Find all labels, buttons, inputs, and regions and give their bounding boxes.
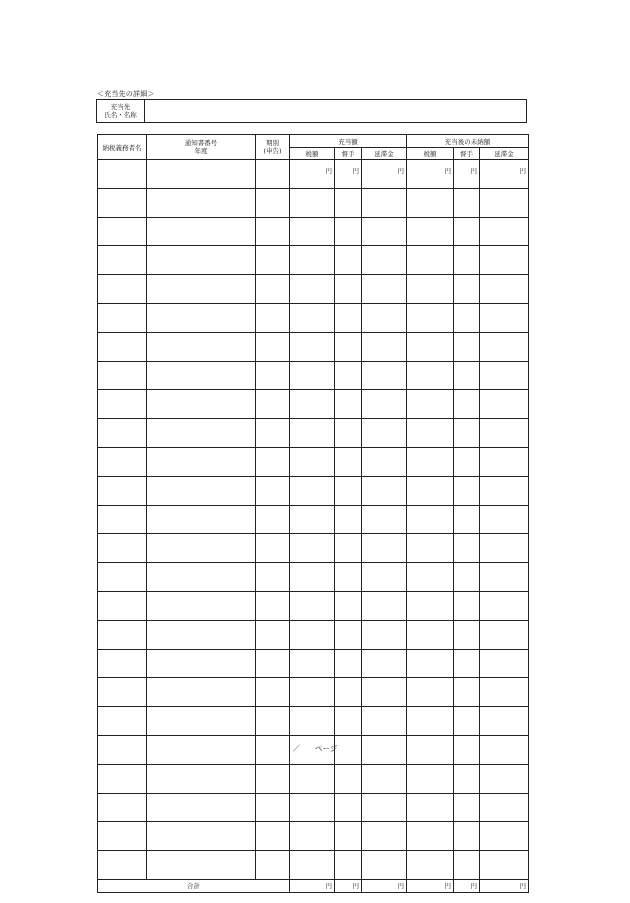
cell-unpaid-fee[interactable]: 円	[454, 160, 480, 189]
cell-unpaid-tax[interactable]	[407, 188, 454, 217]
cell-applied-late[interactable]	[362, 332, 407, 361]
cell-notice-number[interactable]	[147, 246, 256, 275]
cell-unpaid-late[interactable]	[480, 649, 529, 678]
cell-taxpayer[interactable]	[98, 707, 147, 736]
table-row	[98, 534, 529, 563]
cell-period[interactable]	[256, 476, 290, 505]
cell-applied-tax[interactable]	[290, 447, 335, 476]
table-row	[98, 303, 529, 332]
cell-period[interactable]	[256, 707, 290, 736]
header-notice-line1: 通知書番号	[184, 139, 218, 147]
cell-applied-fee[interactable]	[335, 476, 362, 505]
target-label-line1: 充当先	[110, 103, 131, 111]
table-row	[98, 246, 529, 275]
cell-notice-number[interactable]	[147, 188, 256, 217]
cell-applied-tax[interactable]	[290, 390, 335, 419]
cell-applied-fee[interactable]	[335, 390, 362, 419]
cell-applied-fee[interactable]	[335, 620, 362, 649]
cell-applied-fee[interactable]	[335, 707, 362, 736]
cell-applied-fee[interactable]	[335, 217, 362, 246]
cell-applied-late[interactable]	[362, 361, 407, 390]
cell-taxpayer[interactable]	[98, 764, 147, 793]
cell-period[interactable]	[256, 275, 290, 304]
table-body	[98, 160, 529, 880]
cell-taxpayer[interactable]	[98, 275, 147, 304]
cell-taxpayer[interactable]	[98, 563, 147, 592]
cell-unpaid-fee[interactable]	[454, 419, 480, 448]
cell-applied-fee[interactable]	[335, 332, 362, 361]
cell-applied-tax[interactable]	[290, 217, 335, 246]
target-value-field[interactable]	[145, 100, 526, 122]
cell-applied-late[interactable]	[362, 447, 407, 476]
cell-notice-number[interactable]	[147, 591, 256, 620]
table-row	[98, 563, 529, 592]
cell-unpaid-late[interactable]	[480, 447, 529, 476]
cell-applied-late[interactable]	[362, 591, 407, 620]
cell-unpaid-fee[interactable]	[454, 534, 480, 563]
cell-notice-number[interactable]	[147, 505, 256, 534]
cell-unpaid-late[interactable]	[480, 851, 529, 880]
cell-taxpayer[interactable]	[98, 822, 147, 851]
cell-unpaid-late[interactable]	[480, 188, 529, 217]
cell-taxpayer[interactable]	[98, 476, 147, 505]
header-applied-tax: 税額	[290, 148, 335, 160]
cell-applied-fee[interactable]	[335, 419, 362, 448]
cell-applied-tax[interactable]	[290, 591, 335, 620]
cell-unpaid-fee[interactable]	[454, 303, 480, 332]
cell-unpaid-tax[interactable]	[407, 447, 454, 476]
header-applied-amount: 充当額	[290, 135, 407, 148]
cell-unpaid-fee[interactable]	[454, 591, 480, 620]
cell-applied-tax[interactable]	[290, 793, 335, 822]
header-taxpayer: 納税義務者名	[98, 135, 147, 160]
cell-taxpayer[interactable]	[98, 851, 147, 880]
cell-unpaid-fee[interactable]	[454, 649, 480, 678]
table-row	[98, 160, 529, 189]
cell-unpaid-tax[interactable]	[407, 649, 454, 678]
cell-applied-late[interactable]: 円	[362, 160, 407, 189]
cell-applied-fee[interactable]	[335, 591, 362, 620]
cell-unpaid-tax[interactable]	[407, 332, 454, 361]
cell-unpaid-tax[interactable]	[407, 303, 454, 332]
section-title: ＜充当先の詳細＞	[97, 90, 155, 98]
cell-unpaid-fee[interactable]	[454, 563, 480, 592]
cell-period[interactable]	[256, 764, 290, 793]
cell-applied-tax[interactable]	[290, 822, 335, 851]
cell-applied-late[interactable]	[362, 188, 407, 217]
cell-applied-late[interactable]	[362, 419, 407, 448]
cell-unpaid-tax[interactable]	[407, 822, 454, 851]
cell-taxpayer[interactable]	[98, 390, 147, 419]
cell-notice-number[interactable]	[147, 678, 256, 707]
cell-unpaid-tax[interactable]	[407, 361, 454, 390]
cell-applied-tax[interactable]	[290, 649, 335, 678]
cell-unpaid-late[interactable]	[480, 707, 529, 736]
cell-unpaid-fee[interactable]	[454, 793, 480, 822]
cell-applied-late[interactable]	[362, 505, 407, 534]
cell-applied-fee[interactable]	[335, 505, 362, 534]
cell-taxpayer[interactable]	[98, 447, 147, 476]
cell-notice-number[interactable]	[147, 361, 256, 390]
cell-period[interactable]	[256, 217, 290, 246]
cell-period[interactable]	[256, 649, 290, 678]
cell-unpaid-late[interactable]	[480, 303, 529, 332]
cell-taxpayer[interactable]	[98, 188, 147, 217]
cell-notice-number[interactable]	[147, 707, 256, 736]
cell-unpaid-late[interactable]	[480, 620, 529, 649]
cell-applied-fee[interactable]	[335, 851, 362, 880]
cell-unpaid-late[interactable]	[480, 764, 529, 793]
header-applied-fee: 督手	[335, 148, 362, 160]
table-row	[98, 390, 529, 419]
cell-unpaid-tax[interactable]	[407, 764, 454, 793]
cell-unpaid-late[interactable]	[480, 534, 529, 563]
cell-applied-fee[interactable]: 円	[335, 160, 362, 189]
table-row	[98, 505, 529, 534]
cell-applied-fee[interactable]	[335, 764, 362, 793]
cell-notice-number[interactable]	[147, 160, 256, 189]
cell-period[interactable]	[256, 361, 290, 390]
cell-unpaid-tax[interactable]	[407, 505, 454, 534]
table-row	[98, 476, 529, 505]
cell-applied-fee[interactable]	[335, 275, 362, 304]
cell-unpaid-fee[interactable]	[454, 505, 480, 534]
cell-notice-number[interactable]	[147, 563, 256, 592]
cell-unpaid-fee[interactable]	[454, 447, 480, 476]
cell-applied-tax[interactable]	[290, 361, 335, 390]
total-applied-tax[interactable]: 円	[290, 879, 335, 892]
cell-applied-late[interactable]	[362, 851, 407, 880]
header-unpaid-late: 延滞金	[480, 148, 529, 160]
cell-unpaid-late[interactable]: 円	[480, 160, 529, 189]
cell-notice-number[interactable]	[147, 419, 256, 448]
cell-period[interactable]	[256, 678, 290, 707]
target-box	[96, 99, 527, 123]
cell-taxpayer[interactable]	[98, 419, 147, 448]
cell-taxpayer[interactable]	[98, 620, 147, 649]
cell-notice-number[interactable]	[147, 822, 256, 851]
cell-notice-number[interactable]	[147, 332, 256, 361]
total-unpaid-tax[interactable]: 円	[407, 879, 454, 892]
cell-period[interactable]	[256, 793, 290, 822]
target-label-line2: 氏名・名称	[104, 111, 137, 119]
cell-applied-tax[interactable]	[290, 332, 335, 361]
cell-period[interactable]	[256, 390, 290, 419]
cell-unpaid-late[interactable]	[480, 822, 529, 851]
table-row	[98, 764, 529, 793]
cell-applied-late[interactable]	[362, 390, 407, 419]
cell-applied-tax[interactable]	[290, 419, 335, 448]
detail-table	[97, 134, 529, 893]
cell-unpaid-fee[interactable]	[454, 246, 480, 275]
cell-unpaid-late[interactable]	[480, 591, 529, 620]
cell-applied-tax[interactable]	[290, 764, 335, 793]
cell-unpaid-late[interactable]	[480, 793, 529, 822]
table-row	[98, 332, 529, 361]
cell-unpaid-fee[interactable]	[454, 390, 480, 419]
cell-taxpayer[interactable]	[98, 591, 147, 620]
cell-taxpayer[interactable]	[98, 649, 147, 678]
cell-unpaid-tax[interactable]	[407, 793, 454, 822]
cell-applied-late[interactable]	[362, 678, 407, 707]
cell-applied-tax[interactable]	[290, 534, 335, 563]
cell-taxpayer[interactable]	[98, 303, 147, 332]
cell-applied-fee[interactable]	[335, 246, 362, 275]
cell-unpaid-tax[interactable]	[407, 563, 454, 592]
cell-notice-number[interactable]	[147, 303, 256, 332]
cell-unpaid-fee[interactable]	[454, 707, 480, 736]
table-row	[98, 649, 529, 678]
cell-unpaid-tax[interactable]	[407, 534, 454, 563]
cell-unpaid-late[interactable]	[480, 361, 529, 390]
total-applied-fee[interactable]: 円	[335, 879, 362, 892]
cell-notice-number[interactable]	[147, 620, 256, 649]
cell-notice-number[interactable]	[147, 476, 256, 505]
cell-applied-fee[interactable]	[335, 563, 362, 592]
cell-taxpayer[interactable]	[98, 160, 147, 189]
cell-applied-fee[interactable]	[335, 649, 362, 678]
cell-period[interactable]	[256, 188, 290, 217]
cell-applied-late[interactable]	[362, 246, 407, 275]
table-row	[98, 591, 529, 620]
cell-unpaid-late[interactable]	[480, 476, 529, 505]
cell-unpaid-tax[interactable]	[407, 246, 454, 275]
cell-taxpayer[interactable]	[98, 217, 147, 246]
cell-taxpayer[interactable]	[98, 246, 147, 275]
cell-applied-late[interactable]	[362, 822, 407, 851]
cell-period[interactable]	[256, 534, 290, 563]
target-label	[97, 100, 145, 122]
cell-taxpayer[interactable]	[98, 361, 147, 390]
header-notice-number	[147, 135, 256, 160]
cell-applied-late[interactable]	[362, 534, 407, 563]
cell-unpaid-late[interactable]	[480, 246, 529, 275]
cell-applied-late[interactable]	[362, 476, 407, 505]
page-indicator: ／ ページ	[292, 744, 338, 753]
cell-applied-fee[interactable]	[335, 822, 362, 851]
table-row	[98, 188, 529, 217]
cell-period[interactable]	[256, 851, 290, 880]
cell-notice-number[interactable]	[147, 447, 256, 476]
cell-applied-late[interactable]	[362, 764, 407, 793]
cell-taxpayer[interactable]	[98, 332, 147, 361]
cell-period[interactable]	[256, 246, 290, 275]
table-row	[98, 620, 529, 649]
cell-period[interactable]	[256, 303, 290, 332]
cell-applied-tax[interactable]	[290, 188, 335, 217]
table-row	[98, 217, 529, 246]
cell-applied-tax[interactable]	[290, 275, 335, 304]
table-row	[98, 678, 529, 707]
cell-period[interactable]	[256, 160, 290, 189]
cell-taxpayer[interactable]	[98, 678, 147, 707]
cell-applied-fee[interactable]	[335, 793, 362, 822]
cell-applied-tax[interactable]	[290, 505, 335, 534]
total-applied-late[interactable]: 円	[362, 879, 407, 892]
table-row	[98, 707, 529, 736]
table-row	[98, 793, 529, 822]
cell-unpaid-fee[interactable]	[454, 764, 480, 793]
cell-unpaid-tax[interactable]	[407, 476, 454, 505]
cell-taxpayer[interactable]	[98, 505, 147, 534]
cell-notice-number[interactable]	[147, 851, 256, 880]
header-unpaid-amount: 充当後の未納額	[407, 135, 529, 148]
cell-notice-number[interactable]	[147, 793, 256, 822]
header-period-line2: (申告)	[263, 147, 282, 155]
cell-applied-late[interactable]	[362, 620, 407, 649]
total-unpaid-late[interactable]: 円	[480, 879, 529, 892]
cell-unpaid-late[interactable]	[480, 505, 529, 534]
header-notice-line2: 年度	[194, 147, 208, 155]
cell-applied-fee[interactable]	[335, 303, 362, 332]
table-row	[98, 447, 529, 476]
total-unpaid-fee[interactable]: 円	[454, 879, 480, 892]
cell-applied-fee[interactable]	[335, 447, 362, 476]
cell-unpaid-late[interactable]	[480, 419, 529, 448]
cell-applied-tax[interactable]	[290, 851, 335, 880]
cell-applied-fee[interactable]	[335, 534, 362, 563]
cell-applied-late[interactable]	[362, 303, 407, 332]
cell-applied-late[interactable]	[362, 563, 407, 592]
cell-period[interactable]	[256, 620, 290, 649]
cell-unpaid-tax[interactable]	[407, 620, 454, 649]
cell-unpaid-late[interactable]	[480, 678, 529, 707]
cell-applied-tax[interactable]	[290, 563, 335, 592]
cell-applied-late[interactable]	[362, 275, 407, 304]
cell-applied-tax[interactable]	[290, 246, 335, 275]
cell-notice-number[interactable]	[147, 275, 256, 304]
cell-unpaid-tax[interactable]	[407, 217, 454, 246]
total-label: 合計	[98, 879, 290, 892]
cell-unpaid-tax[interactable]	[407, 419, 454, 448]
cell-period[interactable]	[256, 505, 290, 534]
cell-unpaid-tax[interactable]	[407, 851, 454, 880]
cell-unpaid-late[interactable]	[480, 563, 529, 592]
cell-applied-fee[interactable]	[335, 678, 362, 707]
header-unpaid-fee: 督手	[454, 148, 480, 160]
cell-unpaid-fee[interactable]	[454, 361, 480, 390]
cell-unpaid-fee[interactable]	[454, 332, 480, 361]
cell-applied-late[interactable]	[362, 707, 407, 736]
cell-unpaid-late[interactable]	[480, 332, 529, 361]
cell-unpaid-fee[interactable]	[454, 620, 480, 649]
cell-unpaid-tax[interactable]	[407, 275, 454, 304]
cell-unpaid-late[interactable]	[480, 217, 529, 246]
cell-notice-number[interactable]	[147, 764, 256, 793]
cell-unpaid-fee[interactable]	[454, 851, 480, 880]
cell-period[interactable]	[256, 447, 290, 476]
header-period	[256, 135, 290, 160]
cell-unpaid-fee[interactable]	[454, 678, 480, 707]
cell-notice-number[interactable]	[147, 217, 256, 246]
cell-notice-number[interactable]	[147, 534, 256, 563]
table-row	[98, 851, 529, 880]
cell-period[interactable]	[256, 822, 290, 851]
cell-unpaid-late[interactable]	[480, 275, 529, 304]
cell-applied-fee[interactable]	[335, 361, 362, 390]
cell-applied-tax[interactable]	[290, 303, 335, 332]
cell-applied-tax[interactable]: 円	[290, 160, 335, 189]
cell-unpaid-late[interactable]	[480, 390, 529, 419]
cell-unpaid-tax[interactable]: 円	[407, 160, 454, 189]
cell-applied-tax[interactable]	[290, 620, 335, 649]
cell-period[interactable]	[256, 332, 290, 361]
header-unpaid-tax: 税額	[407, 148, 454, 160]
cell-unpaid-tax[interactable]	[407, 591, 454, 620]
cell-unpaid-tax[interactable]	[407, 678, 454, 707]
cell-applied-late[interactable]	[362, 649, 407, 678]
cell-unpaid-tax[interactable]	[407, 390, 454, 419]
cell-unpaid-fee[interactable]	[454, 188, 480, 217]
table-row	[98, 361, 529, 390]
cell-period[interactable]	[256, 419, 290, 448]
cell-applied-late[interactable]	[362, 793, 407, 822]
cell-unpaid-fee[interactable]	[454, 476, 480, 505]
cell-taxpayer[interactable]	[98, 793, 147, 822]
cell-applied-fee[interactable]	[335, 188, 362, 217]
cell-period[interactable]	[256, 591, 290, 620]
cell-unpaid-fee[interactable]	[454, 217, 480, 246]
cell-unpaid-fee[interactable]	[454, 275, 480, 304]
cell-notice-number[interactable]	[147, 390, 256, 419]
header-period-line1: 期別	[266, 139, 279, 147]
cell-notice-number[interactable]	[147, 649, 256, 678]
cell-applied-tax[interactable]	[290, 707, 335, 736]
cell-applied-tax[interactable]	[290, 476, 335, 505]
cell-applied-tax[interactable]	[290, 678, 335, 707]
cell-applied-late[interactable]	[362, 217, 407, 246]
cell-period[interactable]	[256, 563, 290, 592]
table-row	[98, 822, 529, 851]
cell-unpaid-fee[interactable]	[454, 822, 480, 851]
table-row	[98, 419, 529, 448]
total-row	[98, 879, 529, 892]
cell-taxpayer[interactable]	[98, 534, 147, 563]
table-row	[98, 275, 529, 304]
header-applied-late: 延滞金	[362, 148, 407, 160]
cell-unpaid-tax[interactable]	[407, 707, 454, 736]
